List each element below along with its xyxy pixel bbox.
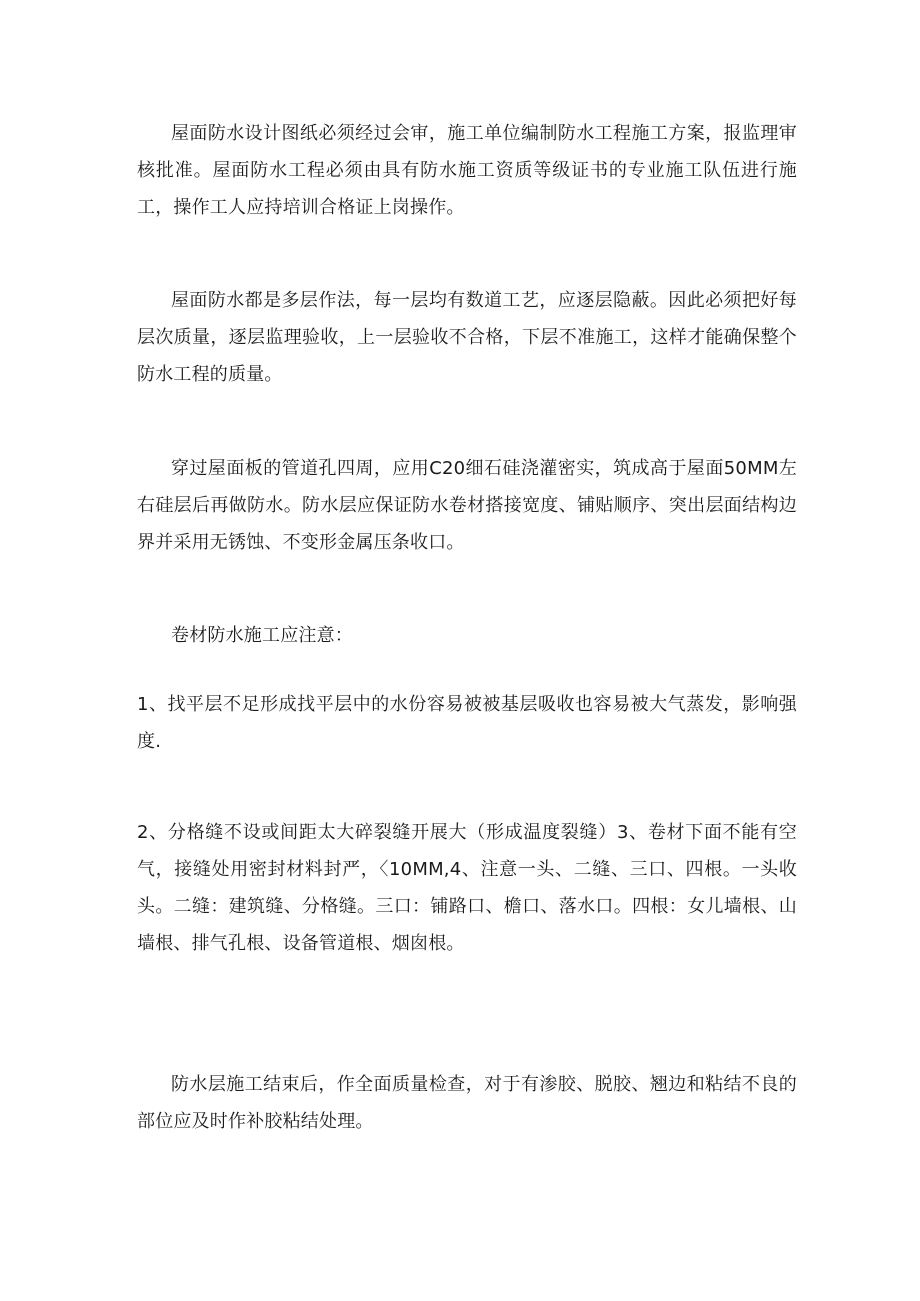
paragraph-final-inspection: 防水层施工结束后，作全面质量检查，对于有渗胶、脱胶、翘边和粘结不良的部位应及时作补胶粘结处理。 xyxy=(137,1074,797,1132)
paragraph-notes-heading: 卷材防水施工应注意： xyxy=(171,625,353,646)
paragraph-pipe-openings: 穿过屋面板的管道孔四周，应用C20细石硅浇灌密实，筑成高于屋面50MM左右硅层后再做防水。防水层应保证防水卷材搭接宽度、铺贴顺序、突出层面结构边界并采用无锈蚀、不变形金属压条收口。 xyxy=(137,458,797,553)
paragraph-item-1: 1、找平层不足形成找平层中的水份容易被被基层吸收也容易被大气蒸发，影响强度. xyxy=(137,694,797,752)
paragraph-design-review: 屋面防水设计图纸必须经过会审，施工单位编制防水工程施工方案，报监理审核批准。屋面防水工程必须由具有防水施工资质等级证书的专业施工队伍进行施工，操作工人应持培训合格证上岗操作。 xyxy=(137,123,797,218)
paragraph-item-2-4: 2、分格缝不设或间距太大碎裂缝开展大（形成温度裂缝）3、卷材下面不能有空气，接缝处用密封材料封严，〈10MM,4、注意一头、二缝、三口、四根。一头收头。二缝：建筑缝、分格缝。三口：铺路口、檐口、落水口。四根：女儿墙根、山墙根、排气孔根、设备管道根、烟囱根。 xyxy=(137,822,797,954)
paragraph-multilayer-process: 屋面防水都是多层作法，每一层均有数道工艺，应逐层隐蔽。因此必须把好每层次质量，逐层监理验收，上一层验收不合格，下层不准施工，这样才能确保整个防水工程的质量。 xyxy=(137,290,797,385)
